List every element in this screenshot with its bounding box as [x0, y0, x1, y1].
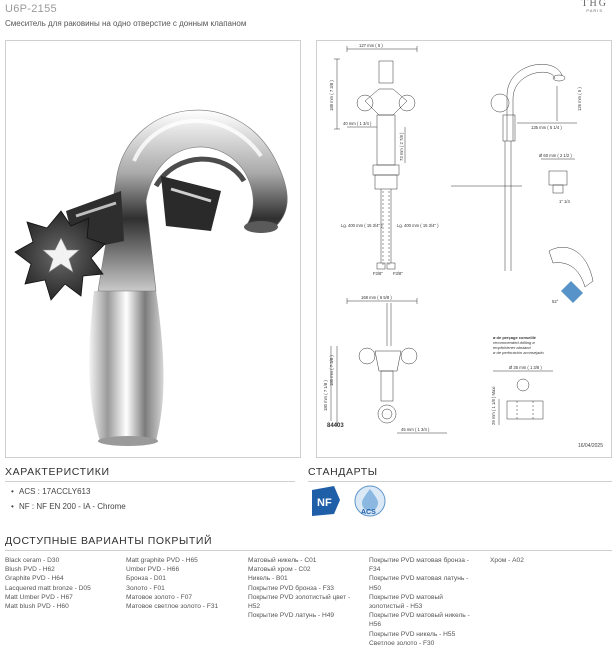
- acs-logo-icon: [355, 486, 385, 516]
- technical-drawing: [317, 41, 611, 457]
- dim-thread-right: F3/8": [393, 271, 403, 276]
- coating-item: Матовое светлое золото - F31: [126, 603, 219, 611]
- dim-inner-width: 40 mm ( 1 3/4 ): [343, 121, 372, 126]
- dim-top-width: 127 mm ( 5 ): [359, 43, 383, 48]
- coating-item: Никель - B01: [248, 575, 288, 583]
- brand-logo-mark: THG: [581, 0, 608, 8]
- faucet-body: [89, 291, 163, 441]
- characteristics-rule: [5, 481, 295, 482]
- dim-deck: 29 mm ( 1 1/8 ) Maxi: [491, 386, 496, 425]
- coating-item: Покрытие PVD матовый: [369, 593, 443, 601]
- sheet-number: 84403: [327, 423, 344, 429]
- coating-item: Black ceram - D30: [5, 557, 60, 564]
- characteristics-list: [11, 487, 126, 517]
- faucet-photo: [6, 41, 300, 457]
- sheet-date: 16/04/2025: [577, 443, 603, 449]
- technical-drawing-panel: [316, 40, 612, 458]
- coatings-column-1: [5, 556, 91, 611]
- characteristic-item: • NF : NF EN 200 - IA - Chrome: [11, 502, 126, 511]
- dim-plan-width: 168 mm ( 6 5/8 ): [361, 295, 392, 300]
- drill-note-line3: ø de perforación aconsejado: [493, 350, 544, 355]
- coatings-column-4: [369, 556, 470, 648]
- coating-item: H56: [369, 621, 382, 629]
- characteristic-item: • ACS : 17ACCLY613: [11, 487, 126, 496]
- brand-logo-sub: PARIS: [586, 8, 604, 13]
- nf-logo-text: NF: [317, 497, 332, 509]
- water-flow-icon: [561, 281, 583, 303]
- coating-item: H50: [369, 584, 382, 592]
- coating-item: золотистый - H53: [369, 603, 423, 611]
- characteristics-title: ХАРАКТЕРИСТИКИ: [5, 466, 110, 478]
- standards-badges: [308, 484, 428, 520]
- drill-note-line2: empfohlener abstand: [493, 345, 531, 350]
- brand-logo: [581, 0, 608, 13]
- dim-drain-dia: Ø 60 mm ( 2 1/2 ): [539, 153, 572, 158]
- coating-item: Lacquered matt bronze - D05: [5, 584, 91, 592]
- dim-hose-right: Lg. 400 mm ( 15 3/4" ): [397, 223, 439, 228]
- dim-left-height: 188 mm ( 7 3/8 ): [329, 80, 334, 111]
- dim-drill-dia: Ø 35 mm ( 1 3/8 ): [509, 365, 542, 370]
- coating-item: Покрытие PVD латунь - H49: [248, 612, 335, 620]
- coatings-rule: [5, 550, 612, 551]
- coatings-column-3: [248, 556, 350, 620]
- coating-item: Бронза - D01: [126, 575, 166, 583]
- dim-side-reach: 135 mm ( 5 1/4 ): [531, 125, 562, 130]
- dim-drain-thread: 1" 1/4: [559, 199, 570, 204]
- dim-hose-left: Lg. 400 mm ( 15 3/4" ): [341, 223, 383, 228]
- dim-thread-left: F3/8": [373, 271, 383, 276]
- coating-item: Покрытие PVD бронза - F33: [248, 584, 334, 592]
- coatings-column-5: [490, 556, 524, 565]
- coatings-title: ДОСТУПНЫЕ ВАРИАНТЫ ПОКРЫТИЙ: [5, 535, 213, 547]
- nf-logo-icon: [312, 486, 340, 516]
- dim-plan-offset: 45 mm ( 1 3/4 ): [401, 427, 430, 432]
- dim-plan-height2: 180 mm ( 7 1/8 ): [323, 380, 328, 411]
- coating-item: Покрытие PVD матовая латунь -: [369, 575, 469, 583]
- coating-item: Matt blush PVD - H60: [5, 603, 69, 611]
- coating-item: Blush PVD - H62: [5, 566, 55, 574]
- acs-logo-text: ACS: [361, 509, 376, 516]
- product-photo-panel: [5, 40, 301, 458]
- coating-item: H52: [248, 603, 261, 611]
- coating-item: Хром - A02: [490, 557, 524, 564]
- coating-item: Матовый хром - C02: [248, 566, 311, 574]
- coating-item: Матовый никель - C01: [248, 557, 317, 564]
- coatings-column-2: [126, 556, 218, 611]
- coating-item: Покрытие PVD матовый никель -: [369, 612, 470, 620]
- standards-title: СТАНДАРТЫ: [308, 466, 378, 478]
- coating-item: Matt graphite PVD - H65: [126, 557, 198, 564]
- coating-item: Светлое золото - F30: [369, 639, 435, 647]
- drill-note-line1: recommended drilling ø: [493, 340, 535, 345]
- coating-item: Покрытие PVD матовая бронза -: [369, 557, 469, 564]
- drill-note-title: ø de perçage conseillé: [493, 335, 536, 340]
- dim-side-height: 126 mm ( 5 ): [577, 87, 582, 111]
- coating-item: Золото - F01: [126, 584, 165, 592]
- product-subtitle: Смеситель для раковины на одно отверстие с донным клапаном: [5, 19, 247, 28]
- coating-item: F34: [369, 566, 381, 574]
- coating-item: Graphite PVD - H64: [5, 575, 64, 583]
- coating-item: Umber PVD - H66: [126, 566, 180, 574]
- dim-plan-height1: 186 mm ( 7 3/8 ): [329, 355, 334, 386]
- coating-item: Покрытие PVD золотистый цвет -: [248, 593, 351, 601]
- dim-angle: 52°: [552, 299, 559, 304]
- product-code: U6P-2155: [5, 3, 57, 15]
- standards-rule: [308, 481, 612, 482]
- coating-item: Matt Umber PVD - H67: [5, 593, 73, 601]
- coating-item: Покрытие PVD никель - H55: [369, 630, 456, 638]
- dim-body-height: 73 mm ( 2 7/8 ): [399, 132, 404, 161]
- coating-item: Матовое золото - F07: [126, 593, 193, 601]
